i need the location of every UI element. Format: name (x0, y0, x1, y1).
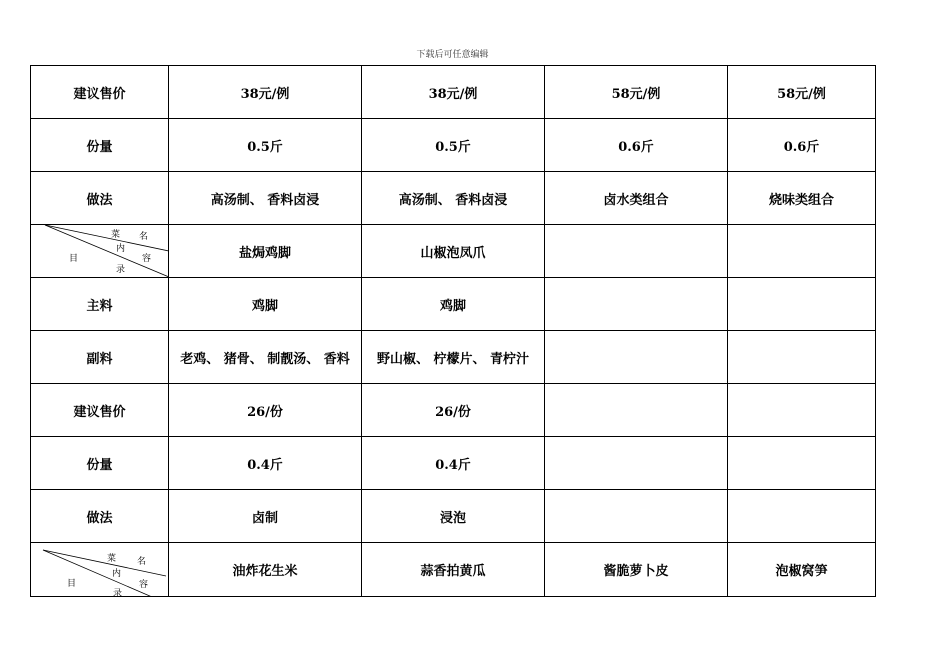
table-row (31, 225, 876, 278)
row-label: 副料 (31, 331, 169, 384)
diagonal-header-lines (31, 225, 169, 277)
table-cell (545, 490, 728, 543)
table-cell: 0.4斤 (362, 437, 545, 490)
table-cell: 58元/例 (545, 66, 728, 119)
table-cell (545, 225, 728, 278)
row-label: 主料 (31, 278, 169, 331)
table-cell: 58元/例 (728, 66, 876, 119)
table-cell: 0.6斤 (728, 119, 876, 172)
table-cell (728, 490, 876, 543)
table-cell: 山椒泡凤爪 (362, 225, 545, 278)
table-cell: 盐焗鸡脚 (169, 225, 362, 278)
diagonal-header-lines (31, 543, 169, 596)
table-row (31, 66, 876, 119)
table-row (31, 490, 876, 543)
diagonal-header-cell (31, 225, 169, 278)
table-cell: 38元/例 (362, 66, 545, 119)
diagonal-label-rong: 容 (142, 254, 152, 264)
table-cell: 蒜香拍黄瓜 (362, 543, 545, 597)
table-cell: 0.4斤 (169, 437, 362, 490)
row-label: 建议售价 (31, 66, 169, 119)
table-cell (728, 437, 876, 490)
table-cell (545, 384, 728, 437)
table-cell (728, 278, 876, 331)
table-cell (545, 278, 728, 331)
table-cell: 高汤制、 香料卤浸 (362, 172, 545, 225)
table-cell: 0.5斤 (362, 119, 545, 172)
table-cell: 浸泡 (362, 490, 545, 543)
diagonal-label-mu: 目 (69, 254, 79, 264)
table-cell: 0.5斤 (169, 119, 362, 172)
table-cell: 泡椒窝笋 (728, 543, 876, 597)
table-row (31, 437, 876, 490)
row-label: 建议售价 (31, 384, 169, 437)
row-label: 做法 (31, 490, 169, 543)
table-cell: 老鸡、 猪骨、 制靓汤、 香料 (169, 331, 362, 384)
table-row (31, 331, 876, 384)
table-row (31, 278, 876, 331)
table-row (31, 543, 876, 597)
table-cell: 卤水类组合 (545, 172, 728, 225)
table-cell: 高汤制、 香料卤浸 (169, 172, 362, 225)
diagonal-header-cell (31, 543, 169, 597)
table-cell (545, 437, 728, 490)
table-cell: 烧味类组合 (728, 172, 876, 225)
diagonal-label-cai: 菜 (111, 230, 121, 240)
table-cell: 鸡脚 (362, 278, 545, 331)
table-cell: 野山椒、 柠檬片、 青柠汁 (362, 331, 545, 384)
row-label: 份量 (31, 437, 169, 490)
diagonal-label-ming: 名 (137, 557, 147, 567)
table-row (31, 384, 876, 437)
table-cell (728, 225, 876, 278)
diagonal-label-ming: 名 (139, 232, 149, 242)
diagonal-label-lu: 录 (113, 589, 123, 596)
table-cell (545, 331, 728, 384)
table-row (31, 119, 876, 172)
diagonal-label-rong: 容 (139, 580, 149, 590)
table-cell: 油炸花生米 (169, 543, 362, 597)
diagonal-label-mu: 目 (67, 579, 77, 589)
table-cell (728, 331, 876, 384)
table-cell (728, 384, 876, 437)
diagonal-label-lu: 录 (116, 265, 126, 275)
table-cell: 38元/例 (169, 66, 362, 119)
table-cell: 26/份 (169, 384, 362, 437)
diagonal-label-cai: 菜 (107, 554, 117, 564)
diagonal-label-nei: 内 (112, 569, 122, 579)
page-header-note: 下载后可任意编辑 (416, 50, 489, 60)
menu-table (30, 65, 876, 597)
table-cell: 卤制 (169, 490, 362, 543)
table-cell: 酱脆萝卜皮 (545, 543, 728, 597)
table-cell: 鸡脚 (169, 278, 362, 331)
table-cell: 0.6斤 (545, 119, 728, 172)
row-label: 做法 (31, 172, 169, 225)
diagonal-label-nei: 内 (116, 244, 126, 254)
table-row (31, 172, 876, 225)
row-label: 份量 (31, 119, 169, 172)
table-cell: 26/份 (362, 384, 545, 437)
